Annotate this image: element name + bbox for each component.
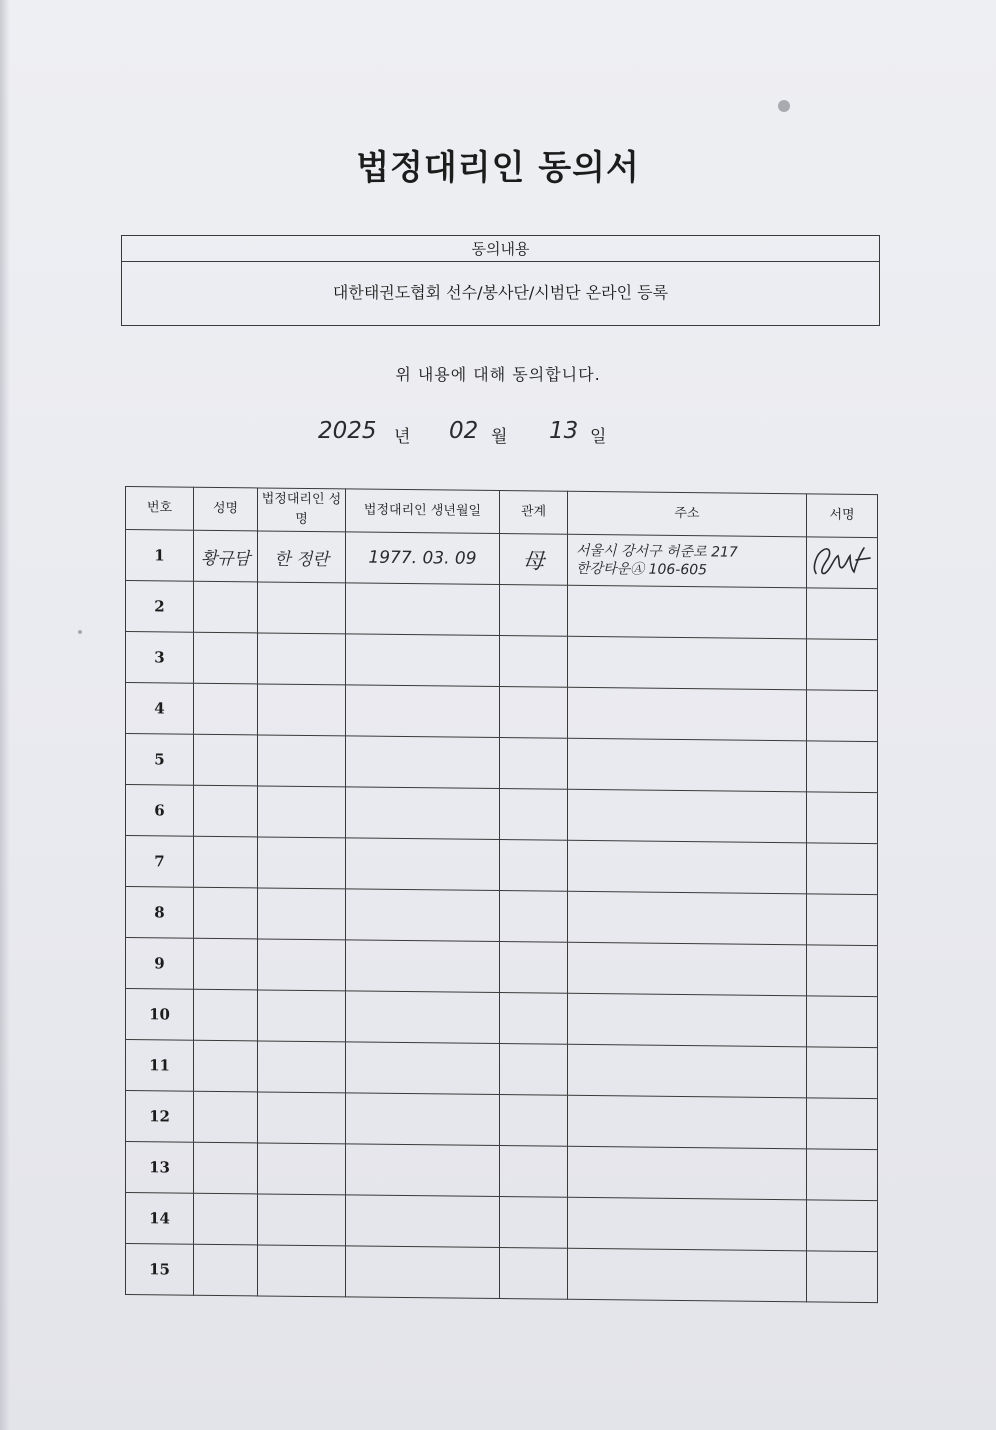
row-number: 7 (126, 836, 194, 888)
row-number: 8 (126, 887, 194, 939)
table-row (126, 1244, 878, 1303)
paper-speck (778, 100, 790, 112)
row-number: 6 (126, 785, 194, 837)
date-year: 2025 (318, 418, 377, 444)
header-no: 번호 (126, 487, 194, 531)
header-signature: 서명 (807, 494, 878, 538)
table-row (126, 1040, 878, 1099)
guardian-table (125, 486, 878, 1303)
table-row (126, 1091, 878, 1150)
row-number: 5 (126, 734, 194, 786)
table-row (126, 683, 878, 742)
table-row (126, 581, 878, 640)
address-line: 서울시 강서구 허준로 217 (576, 542, 738, 561)
row-number: 3 (126, 632, 194, 684)
header-name: 성명 (194, 487, 258, 531)
table-row (126, 785, 878, 844)
header-relation: 관계 (500, 491, 568, 535)
cell-signature (807, 537, 878, 589)
relation-mark: 母 (522, 548, 545, 575)
date-year-unit: 년 (394, 427, 411, 447)
row-number: 15 (126, 1244, 194, 1296)
row-number: 14 (126, 1193, 194, 1245)
cell-guardian-name: 한 정란 (258, 531, 346, 583)
row-number: 10 (126, 989, 194, 1041)
header-guardian-name: 법정대리인 성명 (258, 488, 346, 532)
row-number: 12 (126, 1091, 194, 1143)
row-number: 13 (126, 1142, 194, 1194)
table-row (126, 938, 878, 997)
handwritten-signature (810, 539, 874, 582)
table-row (126, 1193, 878, 1252)
consent-box (121, 235, 880, 326)
date-month: 02 (449, 418, 479, 444)
consent-header: 동의내용 (122, 236, 879, 262)
table-row (126, 530, 878, 589)
consent-text: 대한태권도협회 선수/봉사단/시범단 온라인 등록 (332, 283, 669, 302)
row-number: 4 (126, 683, 194, 735)
cell-address (568, 534, 807, 588)
table-row (126, 836, 878, 895)
table-row (126, 989, 878, 1048)
row-number: 2 (126, 581, 194, 633)
cell-name: 황규담 (194, 530, 258, 582)
cell-relation (500, 534, 568, 586)
address-line: 한강타운Ⓐ 106-605 (576, 560, 708, 579)
date-day-unit: 일 (590, 427, 607, 447)
paper-speck (78, 630, 82, 634)
row-number: 9 (126, 938, 194, 990)
table-row (126, 632, 878, 691)
agreement-statement: 위 내용에 대해 동의합니다. (395, 365, 601, 384)
table-row (126, 1142, 878, 1201)
paper-edge-shadow (0, 0, 10, 1430)
date-month-unit: 월 (491, 427, 508, 447)
table-row (126, 887, 878, 946)
document-title: 법정대리인 동의서 (356, 148, 640, 188)
cell-guardian-birth: 1977. 03. 09 (346, 532, 500, 585)
date-day: 13 (549, 418, 579, 444)
row-number: 11 (126, 1040, 194, 1092)
table-row (126, 734, 878, 793)
row-number: 1 (126, 530, 194, 582)
header-guardian-birth: 법정대리인 생년월일 (346, 489, 500, 534)
header-address: 주소 (568, 491, 807, 537)
